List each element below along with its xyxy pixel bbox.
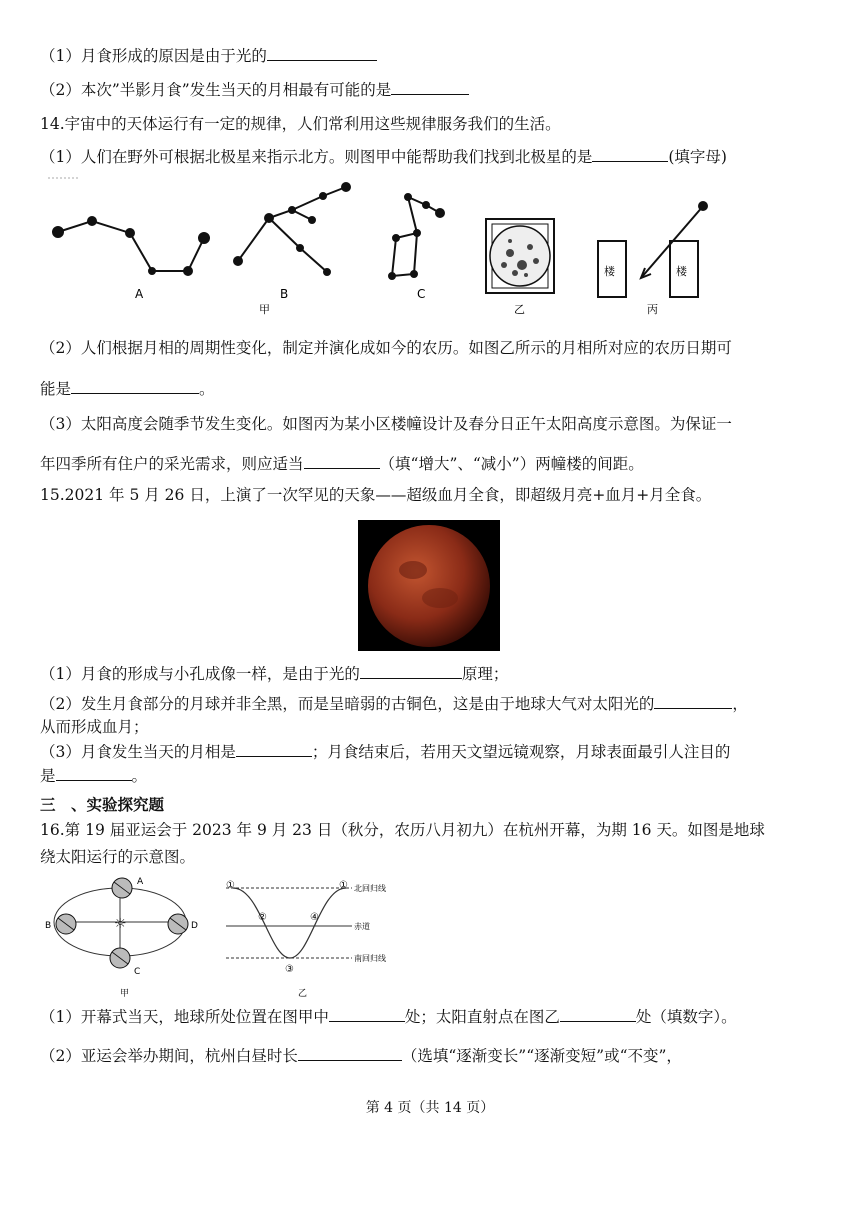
label-c: C xyxy=(417,287,426,301)
label-building-right: 楼 xyxy=(676,265,687,278)
q15-part1: （1）月食的形成与小孔成像一样，是由于光的 原理； xyxy=(40,665,509,683)
q14-stem: 14.宇宙中的天体运行有一定的规律，人们常利用这些规律服务我们的生活。 xyxy=(40,115,561,133)
label-yi: 乙 xyxy=(298,989,308,999)
answer-blank[interactable] xyxy=(560,1006,636,1022)
answer-blank[interactable] xyxy=(298,1045,402,1061)
label-jia: 甲 xyxy=(259,303,270,316)
answer-blank[interactable] xyxy=(592,146,668,162)
pos-a: A xyxy=(137,877,144,887)
q15-part3: （3）月食发生当天的月相是 ；月食结束后，若用天文望远镜观察，月球表面最引人注目的 xyxy=(40,743,731,761)
equator-label: 赤道 xyxy=(354,922,370,931)
q16-stem-line2: 绕太阳运行的示意图。 xyxy=(40,848,196,866)
answer-blank[interactable] xyxy=(71,378,199,394)
q16-part1: （1）开幕式当天，地球所处位置在图甲中 处；太阳直射点在图乙 处（填数字）。 xyxy=(40,1008,737,1026)
label-building-left: 楼 xyxy=(604,265,615,278)
label-yi: 乙 xyxy=(514,303,525,316)
building-sun-figure xyxy=(598,202,707,297)
q14-part3-line2: 年四季所有住户的采光需求，则应适当 （填“增大”、“减小”）两幢楼的间距。 xyxy=(40,455,644,473)
q15-part3-line2: 是 。 xyxy=(40,767,148,785)
q14-part2-line1: （2）人们根据月相的周期性变化，制定并演化成如今的农历。如图乙所示的月相所对应的农历日期可 xyxy=(40,339,732,357)
pos-c: C xyxy=(134,967,141,977)
answer-blank[interactable] xyxy=(56,765,132,781)
label-bing: 丙 xyxy=(647,303,658,316)
tropic-capricorn-label: 南回归线 xyxy=(354,954,386,963)
page-footer: 第 4 页（共 14 页） xyxy=(365,1100,495,1116)
moon-phase-figure xyxy=(486,219,554,293)
q14-part1: （1）人们在野外可根据北极星来指示北方。则图甲中能帮助我们找到北极星的是 (填字母) xyxy=(40,148,727,166)
constellation-moon-building-figure xyxy=(40,175,740,320)
answer-blank[interactable] xyxy=(236,741,312,757)
answer-blank[interactable] xyxy=(267,45,377,61)
blood-moon-photo xyxy=(358,520,500,651)
point-1-end: ① xyxy=(339,880,348,891)
q13-part2: （2）本次”半影月食”发生当天的月相最有可能的是 xyxy=(40,79,469,101)
label-b: B xyxy=(280,287,289,301)
q13-part1: （1）月食形成的原因是由于光的 xyxy=(40,45,377,67)
q16-part2: （2）亚运会举办期间，杭州白昼时长 （选填“逐渐变长”“逐渐变短”或“不变”， xyxy=(40,1047,682,1065)
q16-stem-line1: 16.第 19 届亚运会于 2023 年 9 月 23 日（秋分，农历八月初九）在杭州开幕，为期 16 天。如图是地球 xyxy=(40,821,765,839)
q14-part2-line2: 能是 。 xyxy=(40,380,215,398)
point-3: ③ xyxy=(285,964,294,975)
point-4: ④ xyxy=(310,912,319,923)
constellation-b xyxy=(238,187,346,261)
q14-part3-line1: （3）太阳高度会随季节发生变化。如图丙为某小区楼幢设计及春分日正午太阳高度示意图。为保证一 xyxy=(40,415,732,433)
sun-icon: ☼ xyxy=(114,916,127,932)
earth-orbit-figure xyxy=(40,870,410,1000)
section-title: 三 、实验探究题 xyxy=(40,796,165,814)
label-a: A xyxy=(135,287,144,301)
answer-blank[interactable] xyxy=(304,453,380,469)
point-2: ② xyxy=(258,912,267,923)
q15-part2-line2: 从而形成血月； xyxy=(40,718,149,736)
answer-blank[interactable] xyxy=(391,79,469,95)
label-jia: 甲 xyxy=(120,989,130,999)
q15-part2: （2）发生月食部分的月球并非全黑，而是呈暗弱的古铜色，这是由于地球大气对太阳光的 ， xyxy=(40,695,748,713)
pos-d: D xyxy=(191,921,198,931)
answer-blank[interactable] xyxy=(360,663,462,679)
answer-blank[interactable] xyxy=(654,693,732,709)
pos-b: B xyxy=(45,921,52,931)
answer-blank[interactable] xyxy=(329,1006,405,1022)
point-1: ① xyxy=(226,880,235,891)
q15-stem: 15.2021 年 5 月 26 日，上演了一次罕见的天象——超级血月全食，即超级月亮+血月+月全食。 xyxy=(40,486,712,504)
tropic-cancer-label: 北回归线 xyxy=(354,884,386,893)
